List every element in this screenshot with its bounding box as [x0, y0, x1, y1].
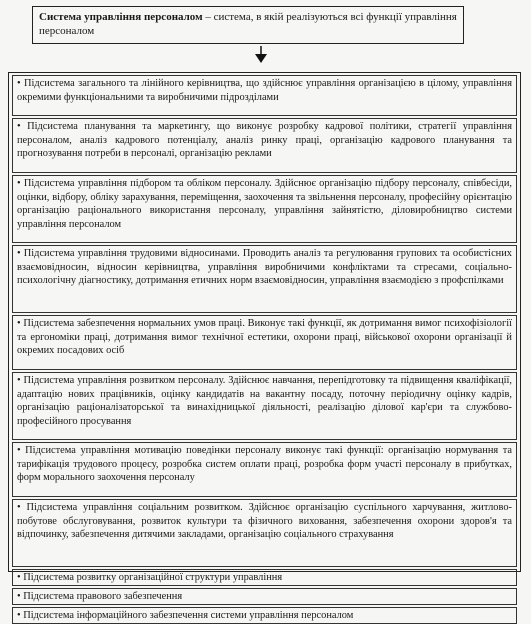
arrow-down-icon — [252, 46, 270, 64]
subsystem-planning-marketing: • Підсистема планування та маркетингу, що виконує розробку кадрової політики, стратегії управління персоналом, аналіз кадрового потенціалу, аналіз ринку праці, організацію кадрового планування та прогнозування потреби в персоналі, організацію реклами — [12, 118, 517, 173]
subsystem-general-management: • Підсистема загального та лінійного керівництва, що здійснює управління організацією в цілому, управління окремими функціональними та виробничими підрозділами — [12, 75, 517, 116]
subsystem-working-conditions: • Підсистема забезпечення нормальних умов праці. Виконує такі функції, як дотримання вимог психофізіології та ергономіки праці, дотримання вимог технічної естетики, охорони праці, військової охорони організації й окремих посадових осіб — [12, 315, 517, 370]
subsystem-legal-support: • Підсистема правового забезпечення — [12, 588, 517, 605]
subsystem-social-development: • Підсистема управління соціальним розвитком. Здійснює організацію суспільного харчування, житлово-побутове обслуговування, розвиток культури та фізичного виховання, забезпечення охорони здоров'я та відпочинку, забезпечення дитячими закладами, організацію соціального страхування — [12, 499, 517, 567]
system-definition-text: – система, в якій реалізуються всі функції управління персоналом — [39, 11, 457, 37]
subsystem-org-structure: • Підсистема розвитку організаційної структури управління — [12, 569, 517, 586]
system-definition-box — [32, 6, 464, 44]
subsystem-information-support: • Підсистема інформаційного забезпечення системи управління персоналом — [12, 607, 517, 624]
subsystem-recruitment-accounting: • Підсистема управління підбором та обліком персоналу. Здійснює організацію підбору персоналу, співбесіди, оцінки, відбору, обліку зарахування, переміщення, заохочення та звільнення персоналу, професійну орієнтацію організацію раціонального використання персоналу, управління зайнятістю, діловиробництво системи управління персоналом — [12, 175, 517, 243]
subsystem-labor-relations: • Підсистема управління трудовими відносинами. Проводить аналіз та регулювання групових та особистісних взаємовідносин, відносин керівництва, управління виробничими конфліктами та стресами, соціально-психологічну діагностику, дотримання етичних норм взаємовідносин, управління взаємодією з профспілками — [12, 245, 517, 313]
subsystems-list — [8, 72, 521, 621]
subsystem-personnel-development: • Підсистема управління розвитком персоналу. Здійснює навчання, перепідготовку та підвищення кваліфікації, адаптацію нових працівників, оцінку кандидатів на вакантну посаду, поточну періодичну оцінку кадрів, організацію раціоналізаторської та винахідницької діяльності, реалізацію ділової кар'єри та службово-професійного просування — [12, 372, 517, 440]
subsystem-motivation: • Підсистема управління мотивацію поведінки персоналу виконує такі функції: організацію нормування та тарифікація трудового процесу, розробка систем оплати праці, розробка форм участі персоналу в прибутках, форм морального заохочення персоналу — [12, 442, 517, 497]
system-title: Система управління персоналом — [39, 11, 203, 23]
